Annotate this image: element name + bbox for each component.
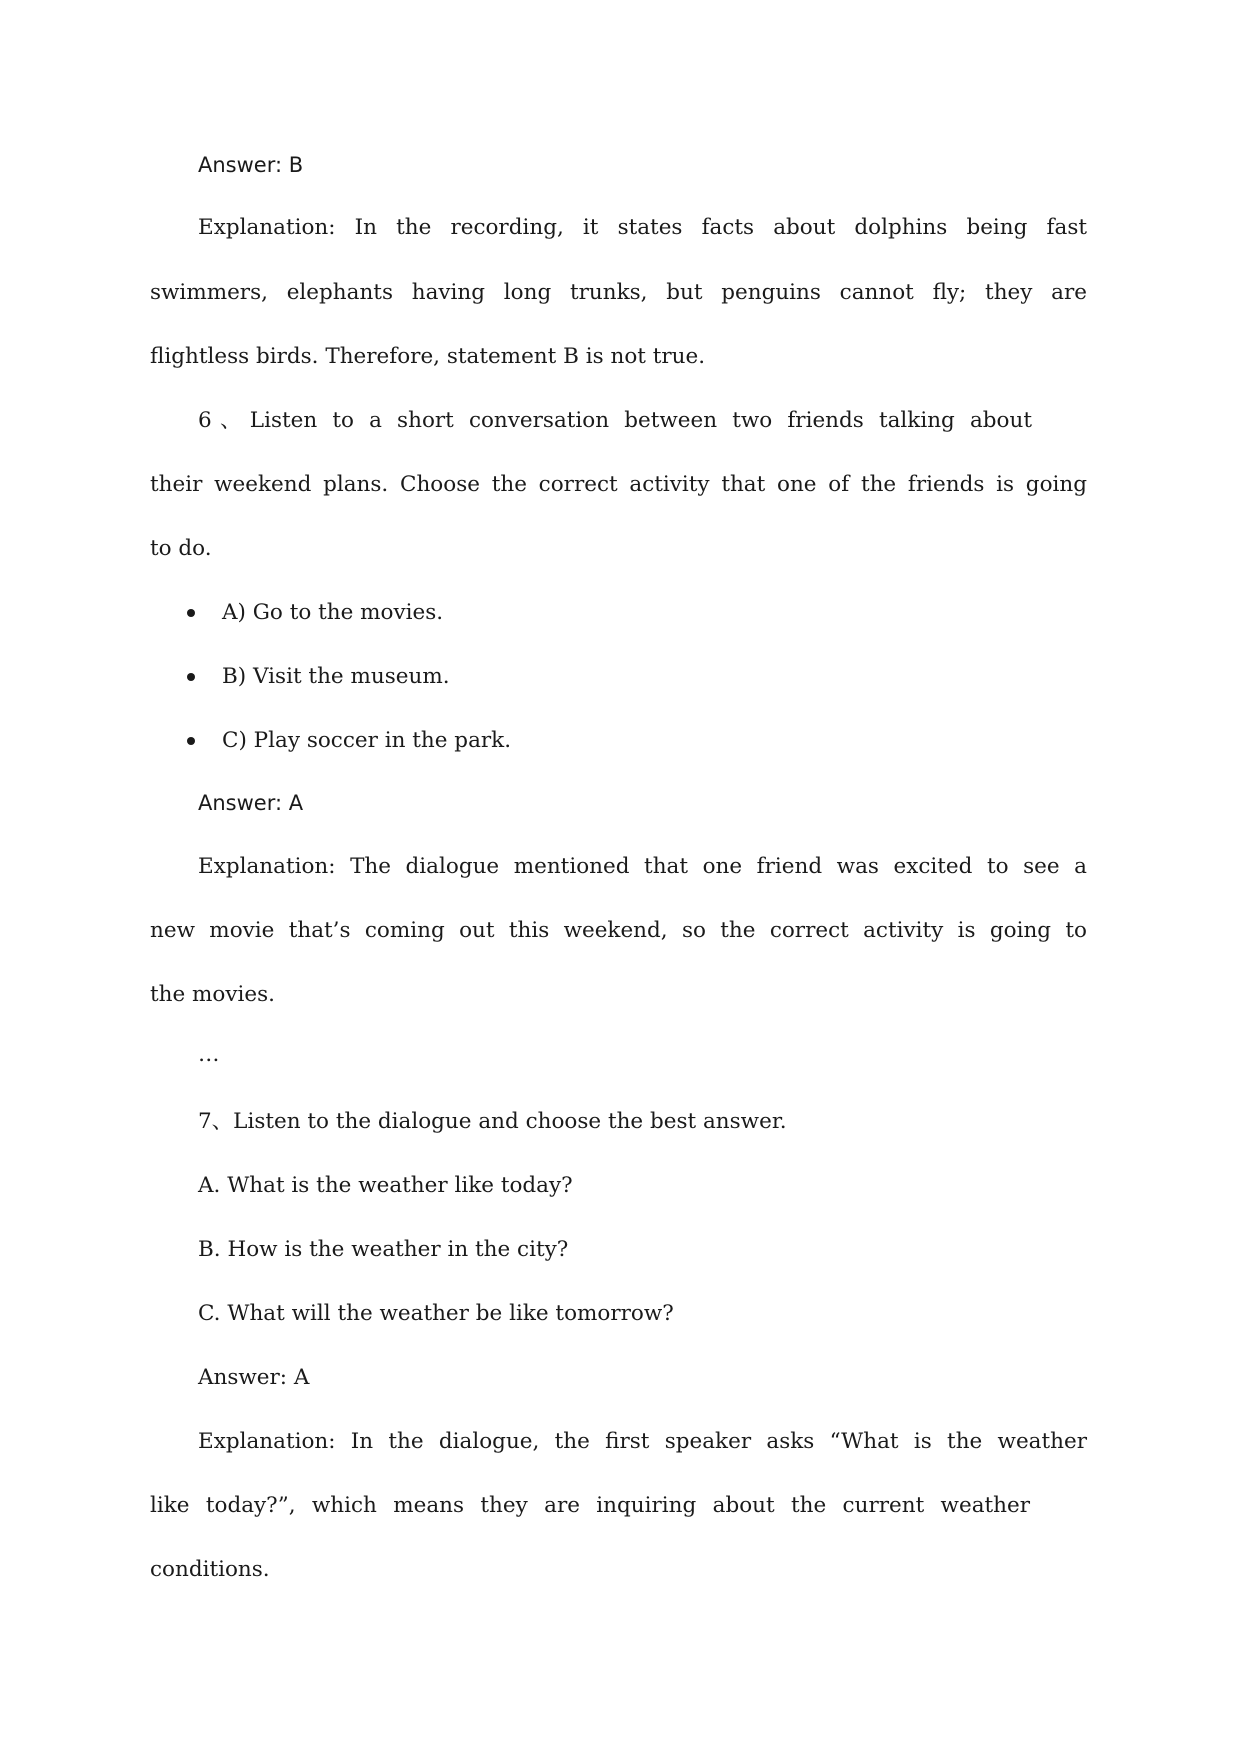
q7-option-b: B. How is the weather in the city?	[198, 1237, 569, 1262]
bullet-marker	[187, 673, 195, 681]
q6-option-a: A) Go to the movies.	[222, 600, 444, 625]
q7-answer: Answer: A	[198, 1365, 310, 1390]
q7-option-a: A. What is the weather like today?	[198, 1173, 573, 1198]
q7-explanation-line-3: conditions.	[150, 1557, 270, 1582]
q6-question-line-2: their weekend plans. Choose the correct activity that one of the friends is going	[150, 472, 1087, 497]
q6-explanation-line-2: new movie that’s coming out this weekend, so the correct activity is going to	[150, 918, 1087, 943]
q6-option-c: C) Play soccer in the park.	[222, 728, 512, 753]
q6-explanation-line-1: Explanation: The dialogue mentioned that one friend was excited to see a	[198, 854, 1087, 879]
q6-option-b: B) Visit the museum.	[222, 664, 450, 689]
bullet-marker	[187, 609, 195, 617]
q6-explanation-line-3: the movies.	[150, 982, 275, 1007]
q6-question-line-3: to do.	[150, 536, 212, 561]
ellipsis: …	[198, 1042, 220, 1067]
q5-explanation-line-1: Explanation: In the recording, it states facts about dolphins being fast	[198, 215, 1087, 240]
q6-answer: Answer: A	[198, 791, 304, 815]
q7-explanation-line-2: like today?”, which means they are inquiring about the current weather	[150, 1493, 1030, 1518]
bullet-marker	[187, 737, 195, 745]
q5-explanation-line-3: flightless birds. Therefore, statement B is not true.	[150, 344, 706, 369]
q7-explanation-line-1: Explanation: In the dialogue, the first speaker asks “What is the weather	[198, 1429, 1087, 1454]
q5-explanation-line-2: swimmers, elephants having long trunks, but penguins cannot fly; they are	[150, 280, 1087, 305]
q7-question: 7、Listen to the dialogue and choose the best answer.	[198, 1109, 787, 1134]
q7-option-c: C. What will the weather be like tomorrow?	[198, 1301, 674, 1326]
q6-question-line-1: 6、Listen to a short conversation between two friends talking about	[198, 408, 1032, 433]
q5-answer: Answer: B	[198, 153, 304, 177]
